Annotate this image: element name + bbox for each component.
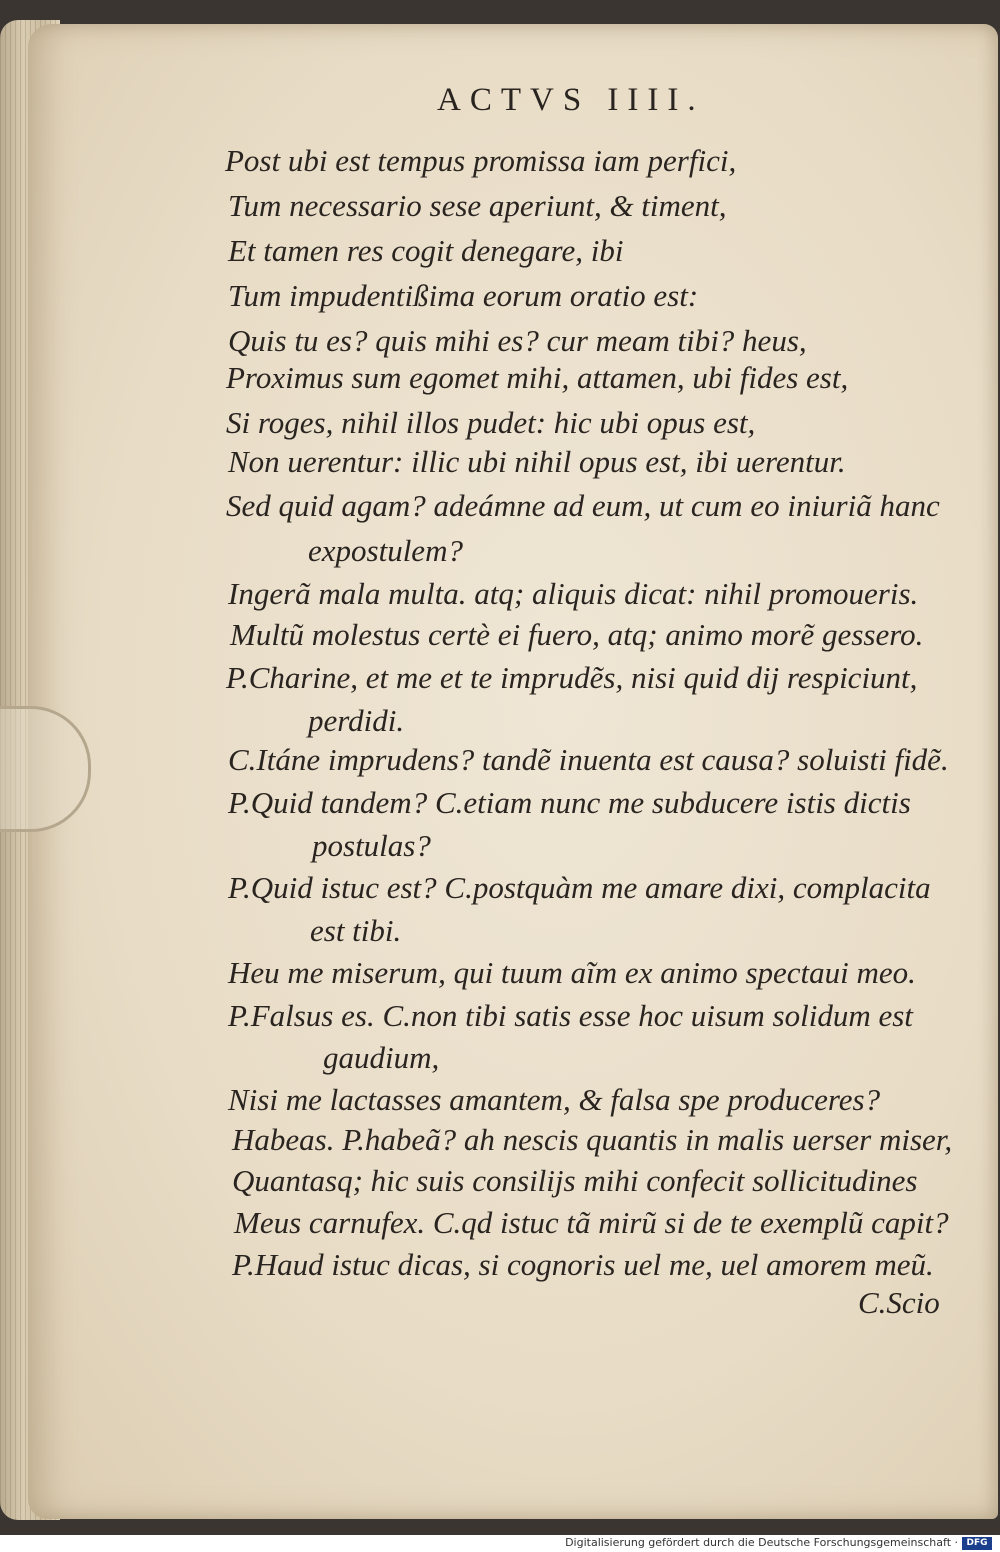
- text-line: Post ubi est tempus promissa iam perfici,: [225, 143, 737, 178]
- text-line: Si roges, nihil illos pudet: hic ubi opus est,: [226, 405, 756, 440]
- text-line: Quantasq; hic suis consilijs mihi confecit sollicitudines: [232, 1163, 918, 1198]
- catchword: C.Scio: [858, 1285, 940, 1320]
- text-line: est tibi.: [310, 913, 402, 948]
- text-line: Quis tu es? quis mihi es? cur meam tibi? heus,: [228, 323, 807, 358]
- text-line: C.Itáne imprudens? tandẽ inuenta est causa? soluisti fidẽ.: [228, 742, 949, 777]
- text-line: P.Haud istuc dicas, si cognoris uel me, uel amorem meũ.: [232, 1247, 934, 1282]
- text-line: Nisi me lactasses amantem, & falsa spe produceres?: [228, 1082, 881, 1117]
- text-line: P.Falsus es. C.non tibi satis esse hoc uisum solidum est: [228, 998, 913, 1033]
- text-line: P.Quid istuc est? C.postquàm me amare dixi, complacita: [228, 870, 931, 905]
- text-line: Habeas. P.habeã? ah nescis quantis in malis uerser miser,: [232, 1122, 953, 1157]
- text-line: Meus carnufex. C.qd istuc tã mirũ si de te exemplũ capit?: [234, 1205, 949, 1240]
- text-line: Ingerã mala multa. atq; aliquis dicat: nihil promoueris.: [228, 576, 919, 611]
- text-line: P.Quid tandem? C.etiam nunc me subducere istis dictis: [228, 785, 911, 820]
- dfg-logo: DFG: [962, 1537, 992, 1550]
- text-line: expostulem?: [308, 533, 463, 568]
- text-line: Et tamen res cogit denegare, ibi: [228, 233, 624, 268]
- text-line: Multũ molestus certè ei fuero, atq; animo morẽ gessero.: [230, 617, 924, 652]
- footer-credit: Digitalisierung gefördert durch die Deutsche Forschungsgemeinschaft ·: [565, 1536, 958, 1549]
- text-line: Proximus sum egomet mihi, attamen, ubi fides est,: [226, 360, 849, 395]
- text-line: Heu me miserum, qui tuum aĩm ex animo spectaui meo.: [228, 955, 916, 990]
- text-line: perdidi.: [308, 703, 405, 738]
- text-line: postulas?: [312, 828, 431, 863]
- text-line: Non uerentur: illic ubi nihil opus est, ibi uerentur.: [228, 444, 846, 479]
- page-header: ACTVS IIII.: [437, 82, 705, 118]
- text-line: P.Charine, et me et te imprudẽs, nisi quid dij respiciunt,: [226, 660, 918, 695]
- text-line: Tum necessario sese aperiunt, & timent,: [228, 188, 727, 223]
- text-line: gaudium,: [323, 1040, 440, 1075]
- text-line: Sed quid agam? adeámne ad eum, ut cum eo iniuriã hanc: [226, 488, 940, 523]
- text-line: Tum impudentißima eorum oratio est:: [228, 278, 699, 313]
